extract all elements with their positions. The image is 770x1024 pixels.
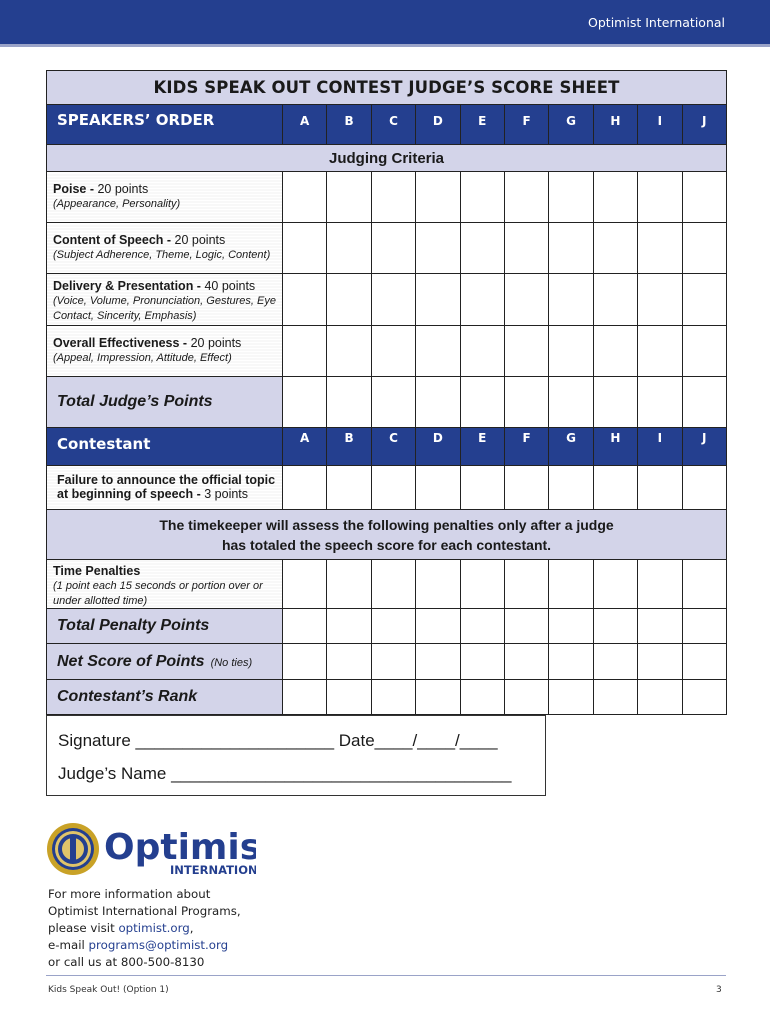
- failure-row: [47, 466, 727, 510]
- score-cell[interactable]: [504, 644, 548, 680]
- column-header: B: [327, 428, 371, 466]
- score-cell[interactable]: [327, 680, 371, 715]
- score-cell[interactable]: [416, 560, 460, 609]
- score-cell[interactable]: [371, 377, 415, 428]
- score-cell[interactable]: [504, 326, 548, 377]
- column-header: D: [416, 105, 460, 145]
- column-header: I: [638, 428, 682, 466]
- score-cell[interactable]: [682, 466, 727, 510]
- column-header: J: [682, 428, 727, 466]
- score-cell[interactable]: [549, 644, 593, 680]
- page-number: 3: [716, 985, 722, 995]
- email-link[interactable]: programs@optimist.org: [88, 938, 229, 952]
- speakers-order-row: [47, 105, 727, 145]
- score-cell[interactable]: [416, 172, 460, 223]
- time-penalties-label: [47, 560, 283, 609]
- score-cell[interactable]: [682, 223, 727, 274]
- score-cell[interactable]: [638, 644, 682, 680]
- score-cell[interactable]: [682, 274, 727, 326]
- score-cell[interactable]: [682, 377, 727, 428]
- criterion-label: [47, 326, 283, 377]
- score-cell[interactable]: [593, 172, 637, 223]
- score-cell[interactable]: [327, 560, 371, 609]
- column-header: D: [416, 428, 460, 466]
- score-cell[interactable]: [416, 377, 460, 428]
- judge-name-line[interactable]: Judge’s Name ____________________________________: [58, 764, 512, 783]
- column-header: F: [504, 428, 548, 466]
- score-cell[interactable]: [327, 377, 371, 428]
- criterion-name: Overall Effectiveness -: [53, 336, 191, 350]
- score-cell[interactable]: [460, 377, 504, 428]
- failure-text: Failure to announce the official topic at beginning of speech -: [57, 473, 276, 501]
- score-cell[interactable]: [371, 609, 415, 644]
- score-cell[interactable]: [593, 560, 637, 609]
- score-cell[interactable]: [682, 680, 727, 715]
- score-cell[interactable]: [371, 172, 415, 223]
- timekeeper-notice: [47, 510, 727, 560]
- score-cell[interactable]: [504, 680, 548, 715]
- criterion-detail: (Subject Adherence, Theme, Logic, Content): [53, 249, 271, 261]
- website-link[interactable]: optimist.org: [118, 921, 190, 935]
- score-cell[interactable]: [638, 609, 682, 644]
- optimist-logo: [46, 821, 256, 881]
- signature-box: [46, 715, 546, 796]
- score-cell[interactable]: [327, 644, 371, 680]
- score-cell[interactable]: [593, 466, 637, 510]
- score-cell[interactable]: [593, 609, 637, 644]
- column-header: A: [283, 105, 327, 145]
- info-line: Optimist International Programs,: [48, 904, 241, 918]
- score-cell[interactable]: [549, 172, 593, 223]
- score-cell[interactable]: [283, 326, 327, 377]
- score-cell[interactable]: [327, 466, 371, 510]
- score-cell[interactable]: [549, 223, 593, 274]
- column-header: C: [371, 428, 415, 466]
- rank-row: [47, 680, 727, 715]
- score-cell[interactable]: [371, 274, 415, 326]
- signature-date-line[interactable]: Signature _____________________ Date____/____/____: [58, 731, 498, 750]
- info-text: please visit: [48, 921, 119, 935]
- total-penalty-row: [47, 609, 727, 644]
- score-cell[interactable]: [371, 466, 415, 510]
- score-cell[interactable]: [638, 560, 682, 609]
- criterion-label: [47, 223, 283, 274]
- criterion-label: [47, 172, 283, 223]
- criterion-row-delivery: [47, 274, 727, 326]
- column-header: F: [504, 105, 548, 145]
- score-cell[interactable]: [593, 223, 637, 274]
- score-cell[interactable]: [504, 466, 548, 510]
- sheet-title: KIDS SPEAK OUT CONTEST JUDGE’S SCORE SHEET: [47, 71, 727, 105]
- score-cell[interactable]: [504, 274, 548, 326]
- contestant-label: Contestant: [47, 428, 283, 466]
- criterion-name: Content of Speech -: [53, 233, 175, 247]
- logo-word: Optimis: [104, 827, 256, 868]
- criterion-detail: (Voice, Volume, Pronunciation, Gestures, Eye Contact, Sincerity, Emphasis): [53, 295, 276, 322]
- criterion-row-poise: [47, 172, 727, 223]
- column-header: B: [327, 105, 371, 145]
- score-cell[interactable]: [549, 377, 593, 428]
- score-cell[interactable]: [638, 377, 682, 428]
- score-cell[interactable]: [593, 377, 637, 428]
- score-cell[interactable]: [504, 560, 548, 609]
- score-cell[interactable]: [460, 680, 504, 715]
- score-cell[interactable]: [416, 609, 460, 644]
- footer-divider: [46, 975, 726, 976]
- score-cell[interactable]: [504, 377, 548, 428]
- score-cell[interactable]: [549, 274, 593, 326]
- criterion-points: 20 points: [190, 336, 242, 350]
- score-cell[interactable]: [327, 326, 371, 377]
- score-cell[interactable]: [460, 466, 504, 510]
- score-cell[interactable]: [504, 172, 548, 223]
- score-cell[interactable]: [460, 560, 504, 609]
- info-line: For more information about: [48, 887, 211, 901]
- criterion-detail: (Appeal, Impression, Attitude, Effect): [53, 352, 232, 364]
- info-line: [48, 920, 241, 937]
- score-cell[interactable]: [416, 466, 460, 510]
- score-cell[interactable]: [371, 560, 415, 609]
- score-cell[interactable]: [593, 326, 637, 377]
- score-cell[interactable]: [416, 274, 460, 326]
- score-cell[interactable]: [638, 172, 682, 223]
- score-cell[interactable]: [283, 560, 327, 609]
- score-cell[interactable]: [638, 466, 682, 510]
- score-cell[interactable]: [416, 680, 460, 715]
- score-cell[interactable]: [460, 644, 504, 680]
- score-cell[interactable]: [371, 644, 415, 680]
- column-header: C: [371, 105, 415, 145]
- score-cell[interactable]: [283, 644, 327, 680]
- score-cell[interactable]: [416, 326, 460, 377]
- judging-criteria-heading: Judging Criteria: [47, 145, 727, 172]
- score-cell[interactable]: [283, 609, 327, 644]
- score-cell[interactable]: [638, 680, 682, 715]
- info-text: e-mail: [48, 938, 89, 952]
- criterion-row-effectiveness: [47, 326, 727, 377]
- column-header: H: [593, 105, 637, 145]
- score-cell[interactable]: [549, 466, 593, 510]
- org-name: Optimist International: [588, 15, 725, 30]
- score-cell[interactable]: [460, 609, 504, 644]
- column-header: E: [460, 428, 504, 466]
- score-cell[interactable]: [638, 326, 682, 377]
- column-header: I: [638, 105, 682, 145]
- no-ties-note: (No ties): [210, 656, 253, 669]
- score-cell[interactable]: [416, 644, 460, 680]
- notice-line: The timekeeper will assess the following penalties only after a judge: [159, 516, 614, 533]
- score-cell[interactable]: [549, 326, 593, 377]
- column-header: E: [460, 105, 504, 145]
- footer-title: Kids Speak Out! (Option 1): [48, 985, 169, 995]
- score-cell[interactable]: [327, 609, 371, 644]
- failure-points: 3 points: [204, 487, 249, 501]
- score-cell[interactable]: [327, 172, 371, 223]
- score-cell[interactable]: [682, 609, 727, 644]
- logo-sub: INTERNATION: [170, 863, 256, 877]
- column-header: G: [549, 428, 593, 466]
- net-score-row: [47, 644, 727, 680]
- notice-line: has totaled the speech score for each contestant.: [221, 536, 552, 553]
- top-banner: [0, 0, 770, 47]
- contact-info: [48, 886, 241, 971]
- score-cell[interactable]: [460, 274, 504, 326]
- criterion-label: [47, 274, 283, 326]
- criterion-detail: (Appearance, Personality): [53, 198, 181, 210]
- speakers-order-label: SPEAKERS’ ORDER: [47, 105, 283, 145]
- criterion-row-content: [47, 223, 727, 274]
- score-cell[interactable]: [638, 274, 682, 326]
- failure-label: [47, 466, 283, 510]
- score-cell[interactable]: [549, 680, 593, 715]
- score-sheet-table: [46, 70, 727, 715]
- score-cell[interactable]: [549, 560, 593, 609]
- criterion-name: Delivery & Presentation -: [53, 279, 205, 293]
- score-cell[interactable]: [416, 223, 460, 274]
- score-cell[interactable]: [549, 609, 593, 644]
- time-penalties-detail: (1 point each 15 seconds or portion over or under allotted time): [53, 580, 263, 607]
- rank-label: Contestant’s Rank: [47, 680, 283, 715]
- net-score-label: [47, 644, 283, 680]
- column-header: H: [593, 428, 637, 466]
- time-penalties-row: [47, 560, 727, 609]
- score-cell[interactable]: [371, 680, 415, 715]
- time-penalties-title: Time Penalties: [53, 564, 141, 578]
- total-judge-points-label: Total Judge’s Points: [47, 377, 283, 428]
- criterion-name: Poise -: [53, 182, 98, 196]
- score-cell[interactable]: [283, 377, 327, 428]
- score-cell[interactable]: [371, 326, 415, 377]
- score-cell[interactable]: [460, 223, 504, 274]
- criterion-points: 20 points: [174, 233, 226, 247]
- contestant-row: [47, 428, 727, 466]
- score-cell[interactable]: [283, 172, 327, 223]
- score-cell[interactable]: [504, 609, 548, 644]
- total-judge-points-row: [47, 377, 727, 428]
- score-cell[interactable]: [638, 223, 682, 274]
- score-cell[interactable]: [283, 223, 327, 274]
- score-cell[interactable]: [682, 644, 727, 680]
- column-header: J: [682, 105, 727, 145]
- score-cell[interactable]: [593, 644, 637, 680]
- score-cell[interactable]: [283, 466, 327, 510]
- column-header: A: [283, 428, 327, 466]
- net-score-text: Net Score of Points: [57, 652, 205, 670]
- score-cell[interactable]: [283, 274, 327, 326]
- score-cell[interactable]: [593, 274, 637, 326]
- column-header: G: [549, 105, 593, 145]
- criterion-points: 20 points: [97, 182, 149, 196]
- score-cell[interactable]: [682, 560, 727, 609]
- score-cell[interactable]: [327, 223, 371, 274]
- info-line: [48, 937, 241, 954]
- score-cell[interactable]: [504, 223, 548, 274]
- score-cell[interactable]: [460, 172, 504, 223]
- info-text: ,: [189, 921, 194, 935]
- score-cell[interactable]: [327, 274, 371, 326]
- score-cell[interactable]: [371, 223, 415, 274]
- criterion-points: 40 points: [204, 279, 256, 293]
- score-cell[interactable]: [283, 680, 327, 715]
- total-penalty-label: Total Penalty Points: [47, 609, 283, 644]
- score-cell[interactable]: [593, 680, 637, 715]
- score-cell[interactable]: [682, 172, 727, 223]
- info-line: or call us at 800-500-8130: [48, 955, 205, 969]
- optimist-emblem-icon: [46, 821, 256, 881]
- score-cell[interactable]: [460, 326, 504, 377]
- score-cell[interactable]: [682, 326, 727, 377]
